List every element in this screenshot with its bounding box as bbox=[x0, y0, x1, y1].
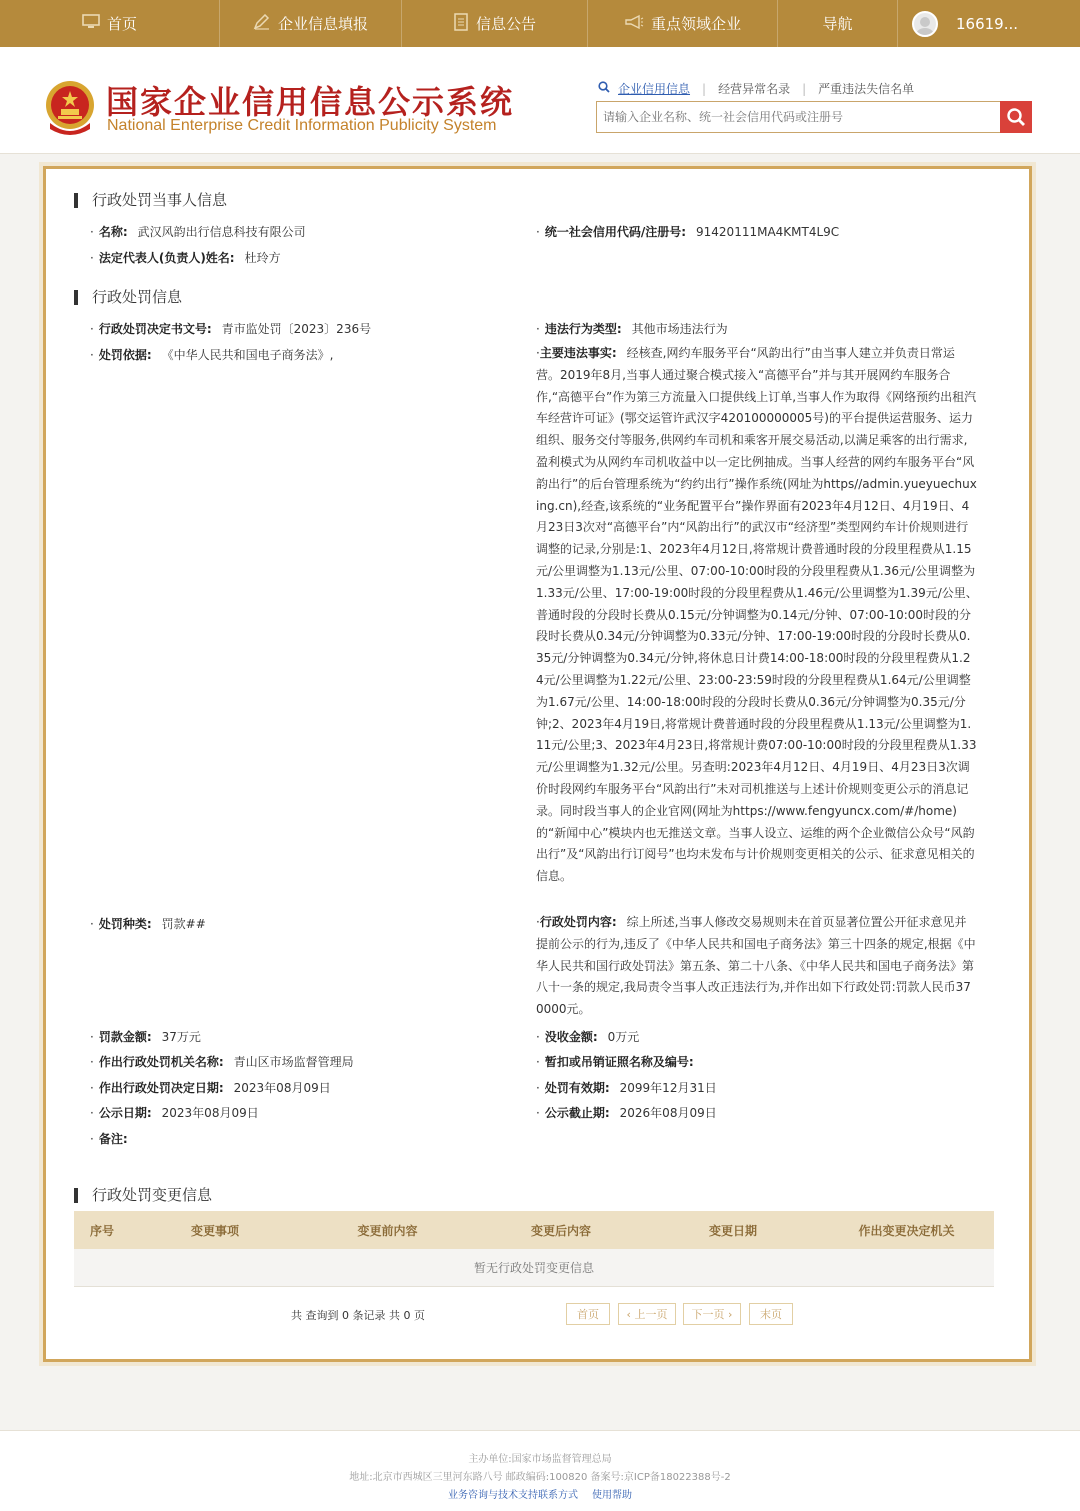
support-contact-link[interactable]: 业务咨询与技术支持联系方式 bbox=[448, 1490, 578, 1501]
nav-home-label: 首页 bbox=[106, 15, 137, 33]
nav-announcement[interactable] bbox=[402, 0, 588, 47]
column-header: 变更日期 bbox=[708, 1223, 757, 1238]
search-icon bbox=[598, 81, 610, 97]
first-page-button[interactable]: 首页 bbox=[566, 1303, 610, 1325]
field-label: 作出行政处罚决定日期: bbox=[98, 1081, 224, 1095]
field-label: 行政处罚决定书文号: bbox=[98, 322, 212, 336]
field-value: 罚款## bbox=[161, 917, 206, 931]
user-menu[interactable] bbox=[898, 0, 1080, 47]
field-legal-rep: · 法定代表人(负责人)姓名: 杜玲方 bbox=[90, 251, 281, 265]
field-label: 公示截止期: bbox=[544, 1106, 610, 1120]
site-title-cn: 国家企业信用信息公示系统 bbox=[106, 83, 515, 121]
field-label: 统一社会信用代码/注册号: bbox=[544, 225, 687, 239]
monitor-icon bbox=[82, 14, 100, 34]
field-label: 罚款金额: bbox=[98, 1030, 152, 1044]
search-icon bbox=[1006, 107, 1026, 127]
tab-separator: | bbox=[802, 81, 807, 96]
column-header: 变更前内容 bbox=[357, 1223, 418, 1238]
field-name: · 名称: 武汉风韵出行信息科技有限公司 bbox=[90, 225, 306, 239]
column-header: 作出变更决定机关 bbox=[858, 1223, 955, 1238]
field-label: 法定代表人(负责人)姓名: bbox=[98, 251, 235, 265]
tab-separator: | bbox=[702, 81, 707, 96]
field-value: 青山区市场监督管理局 bbox=[233, 1055, 354, 1069]
avatar bbox=[912, 11, 938, 37]
nav-home[interactable] bbox=[0, 0, 220, 47]
prev-page-button[interactable]: ‹ 上一页 bbox=[618, 1303, 676, 1325]
field-value: 91420111MA4KMT4L9C bbox=[696, 225, 840, 239]
field-publish-end: · 公示截止期: 2026年08月09日 bbox=[536, 1106, 717, 1120]
field-value: 2023年08月09日 bbox=[233, 1081, 331, 1095]
field-publish-date: · 公示日期: 2023年08月09日 bbox=[90, 1106, 259, 1120]
tab-abnormal-list[interactable]: 经营异常名录 bbox=[718, 82, 791, 96]
field-label: 作出行政处罚机关名称: bbox=[98, 1055, 224, 1069]
field-basis: · 处罚依据: 《中华人民共和国电子商务法》, bbox=[90, 348, 334, 362]
last-page-button[interactable]: 末页 bbox=[749, 1303, 793, 1325]
field-value: 杜玲方 bbox=[244, 251, 281, 265]
field-value: 0万元 bbox=[607, 1030, 640, 1044]
field-label: 暂扣或吊销证照名称及编号: bbox=[544, 1055, 694, 1069]
nav-guide-label: 导航 bbox=[822, 15, 853, 33]
field-label: 公示日期: bbox=[98, 1106, 152, 1120]
field-value: 《中华人民共和国电子商务法》, bbox=[161, 348, 334, 362]
section-title-party: 行政处罚当事人信息 bbox=[74, 193, 227, 208]
username: 16619... bbox=[956, 14, 1019, 33]
field-value: 经核查,网约车服务平台“风韵出行”由当事人建立并负责日常运营。2019年8月,当事人通过聚合模式接入“高德平台”并与其开展网约车服务合作,“高德平台”作为第三方流量入口提供线上订单,当事人作为取得《网络预约出租汽车经营许可证》(鄂交运管许武汉字420100000005号)的平台提供运营服务、运力组织、服务交付等服务,供网约车司机和乘客开展交易活动,以满足乘客的出行需求,盈利模式为从网约车司机收益中以一定比例抽成。当事人经营的网约车服务平台“风韵出行”的后台管理系统为“约约出行”操作系统(网址为https//admin.yueyuechuxing.cn),经查,该系统的“业务配置平台”操作界面有2023年4月12日、4月19日、4月23日3次对“高德平台”内“风韵出行”的武汉市“经济型”类型网约车计价规则进行调整的记录,分别是:1、2023年4月12日,将常规计费普通时段的分段里程费从1.15元/公里调整为1.13元/公里、07:00-10:00时段的分段里程费从1.36元/公里调整为1.33元/公里、17:00-19:00时段的分段里程费从1.46元/公里调整为1.39元/公里、普通时段的分段时长费从0.15元/分钟调整为0.14元/分钟、07:00-10:00时段的分段时长费从0.34元/分钟调整为0.33元/分钟、17:00-19:00时段的分段时长费从0.35元/分钟调整为0.34元/分钟,将休息日计费14:00-18:00时段的分段里程费从1.24元/公里调整为1.22元/公里、23:00-23:59时段的分段里程费从1.64元/公里调整为1.67元/公里、14:00-18:00时段的分段时长费从0.36元/分钟调整为0.35元/分钟;2、2023年4月19日,将常规计费普通时段的分段里程费从1.13元/公里调整为1.11元/公里;3、2023年4月23日,将常规计费07:00-10:00时段的分段里程费从1.33元/公里调整为1.32元/公里。另查明:2023年4月12日、4月19日、4月23日3次调价时段网约车服务平台“风韵出行”未对司机推送与上述计价规则变更公示的消息记录。同时段当事人的企业官网(网址为https://www.fengyuncx.com/#/home)的“新闻中心”模块内也无推送文章。当事人设立、运维的两个企业微信公众号“风韵出行”及“风韵出行订阅号”也均未发布与计价规则变更相关的公示、征求意见相关的信息。 bbox=[536, 346, 978, 884]
record-count: 共 查询到 0 条记录 共 0 页 bbox=[291, 1309, 425, 1322]
document-icon bbox=[453, 13, 469, 35]
field-license: · 暂扣或吊销证照名称及编号: bbox=[536, 1055, 694, 1069]
field-valid-period: · 处罚有效期: 2099年12月31日 bbox=[536, 1081, 717, 1095]
edit-icon bbox=[253, 14, 271, 34]
field-label: 处罚有效期: bbox=[544, 1081, 610, 1095]
nav-guide[interactable] bbox=[778, 0, 898, 47]
field-main-facts: ·主要违法事实: 经核查,网约车服务平台“风韵出行”由当事人建立并负责日常运营。2019年8月,当事人通过聚合模式接入“高德平台”并与其开展网约车服务合作,“高德平台”作为第三方流量入口提供线上订单,当事人作为取得《网络预约出租汽车经营许可证》(鄂交运管许武汉字420100000005号)的平台提供运营服务、运力组织、服务交付等服务,供网约车司机和乘客开展交易活动,以满足乘客的出行需求,盈利模式为从网约车司机收益中以一定比例抽成。当事人经营的网约车服务平台“风韵出行”的后台管理系统为“约约出行”操作系统(网址为https//admin.yueyuechuxing.cn),经查,该系统的“业务配置平台”操作界面有2023年4月12日、4月19日、4月23日3次对“高德平台”内“风韵出行”的武汉市“经济型”类型网约车计价规则进行调整的记录,分别是:1、2023年4月12日,将常规计费普通时段的分段里程费从1.15元/公里调整为1.13元/公里、07:00-10:00时段的分段里程费从1.36元/公里调整为1.33元/公里、17:00-19:00时段的分段里程费从1.46元/公里调整为1.39元/公里、普通时段的分段时长费从0.15元/分钟调整为0.14元/分钟、07:00-10:00时段的分段时长费从0.34元/分钟调整为0.33元/分钟、17:00-19:00时段的分段时长费从0.35元/分钟调整为0.34元/分钟,将休息日计费14:00-18:00时段的分段里程费从1.24元/公里调整为1.22元/公里、23:00-23:59时段的分段里程费从1.64元/公里调整为1.67元/公里、14:00-18:00时段的分段时长费从0.36元/分钟调整为0.35元/分钟;2、2023年4月19日,将常规计费普通时段的分段里程费从1.13元/公里调整为1.11元/公里;3、2023年4月23日,将常规计费07:00-10:00时段的分段里程费从1.33元/公里调整为1.32元/公里。另查明:2023年4月12日、4月19日、4月23日3次调价时段网约车服务平台“风韵出行”未对司机推送与上述计价规则变更公示的消息记录。同时段当事人的企业官网(网址为https://www.fengyuncx.com/#/home)的“新闻中心”模块内也无推送文章。当事人设立、运维的两个企业微信公众号“风韵出行”及“风韵出行订阅号”也均未发布与计价规则变更相关的公示、征求意见相关的信息。 bbox=[536, 346, 978, 884]
site-title-en: National Enterprise Credit Information Publicity System bbox=[107, 117, 497, 134]
field-value: 2026年08月09日 bbox=[619, 1106, 717, 1120]
field-label: 处罚依据: bbox=[98, 348, 152, 362]
field-confiscation: · 没收金额: 0万元 bbox=[536, 1030, 640, 1044]
field-label: 处罚种类: bbox=[98, 917, 152, 931]
nav-announcement-label: 信息公告 bbox=[475, 15, 536, 33]
field-credit-code: · 统一社会信用代码/注册号: 91420111MA4KMT4L9C bbox=[536, 225, 840, 239]
site-header bbox=[0, 47, 1080, 154]
nav-key-enterprises[interactable] bbox=[588, 0, 778, 47]
nav-key-enterprises-label: 重点领域企业 bbox=[650, 15, 741, 33]
field-decision-no: · 行政处罚决定书文号: 青市监处罚〔2023〕236号 bbox=[90, 322, 372, 336]
search-tabs bbox=[598, 80, 914, 97]
field-label: 名称: bbox=[98, 225, 128, 239]
next-page-button[interactable]: 下一页 › bbox=[683, 1303, 741, 1325]
nav-report[interactable] bbox=[220, 0, 402, 47]
field-label: 行政处罚内容: bbox=[539, 915, 617, 929]
field-penalty-kind: · 处罚种类: 罚款## bbox=[90, 917, 206, 931]
footer-links bbox=[0, 1486, 1080, 1501]
tab-credit-info[interactable]: 企业信用信息 bbox=[618, 82, 691, 96]
field-decision-date: · 作出行政处罚决定日期: 2023年08月09日 bbox=[90, 1081, 331, 1095]
megaphone-icon bbox=[624, 14, 644, 34]
site-footer bbox=[0, 1430, 1080, 1511]
pagination bbox=[46, 1303, 1035, 1327]
nav-report-label: 企业信息填报 bbox=[277, 15, 368, 33]
field-value: 37万元 bbox=[161, 1030, 201, 1044]
section-title-penalty: 行政处罚信息 bbox=[74, 290, 182, 305]
content-card bbox=[43, 166, 1032, 1362]
field-label: 违法行为类型: bbox=[544, 322, 622, 336]
search-button[interactable] bbox=[1000, 101, 1032, 133]
field-label: 没收金额: bbox=[544, 1030, 598, 1044]
field-value: 2023年08月09日 bbox=[161, 1106, 259, 1120]
top-nav bbox=[0, 0, 1080, 47]
national-emblem-icon bbox=[44, 79, 96, 135]
footer-sponsor: 主办单位:国家市场监督管理总局 bbox=[468, 1454, 612, 1465]
table-header bbox=[74, 1211, 994, 1249]
field-value: 青市监处罚〔2023〕236号 bbox=[221, 322, 372, 336]
help-link[interactable]: 使用帮助 bbox=[592, 1490, 632, 1501]
field-authority: · 作出行政处罚机关名称: 青山区市场监督管理局 bbox=[90, 1055, 354, 1069]
field-remark: · 备注: bbox=[90, 1132, 128, 1146]
tab-blacklist[interactable]: 严重违法失信名单 bbox=[818, 82, 915, 96]
column-header: 序号 bbox=[89, 1223, 114, 1238]
field-label: 主要违法事实: bbox=[539, 346, 617, 360]
field-violation-type: · 违法行为类型: 其他市场违法行为 bbox=[536, 322, 728, 336]
field-label: 备注: bbox=[98, 1132, 128, 1146]
field-value: 综上所述,当事人修改交易规则未在首页显著位置公开征求意见并提前公示的行为,违反了《中华人民共和国电子商务法》第三十四条的规定,根据《中华人民共和国行政处罚法》第五条、第二十八条、《中华人民共和国电子商务法》第八十一条的规定,我局责令当事人改正违法行为,并作出如下行政处罚:罚款人民币370000元。 bbox=[536, 915, 976, 1017]
section-title-changes: 行政处罚变更信息 bbox=[74, 1188, 212, 1203]
changes-table bbox=[74, 1211, 994, 1287]
column-header: 变更后内容 bbox=[530, 1223, 591, 1238]
table-empty-row: 暂无行政处罚变更信息 bbox=[74, 1249, 994, 1287]
search-box bbox=[596, 101, 1032, 133]
field-fine: · 罚款金额: 37万元 bbox=[90, 1030, 201, 1044]
field-penalty-content: ·行政处罚内容: 综上所述,当事人修改交易规则未在首页显著位置公开征求意见并提前公示的行为,违反了《中华人民共和国电子商务法》第三十四条的规定,根据《中华人民共和国行政处罚法》第五条、第二十八条、《中华人民共和国电子商务法》第八十一条的规定,我局责令当事人改正违法行为,并作出如下行政处罚:罚款人民币370000元。 bbox=[536, 915, 976, 1017]
field-value: 其他市场违法行为 bbox=[631, 322, 728, 336]
search-input[interactable] bbox=[597, 102, 999, 132]
field-value: 2099年12月31日 bbox=[619, 1081, 717, 1095]
column-header: 变更事项 bbox=[190, 1223, 239, 1238]
footer-address: 地址:北京市西城区三里河东路八号 邮政编码:100820 备案号:京ICP备18022388号-2 bbox=[349, 1472, 731, 1483]
field-value: 武汉风韵出行信息科技有限公司 bbox=[137, 225, 306, 239]
